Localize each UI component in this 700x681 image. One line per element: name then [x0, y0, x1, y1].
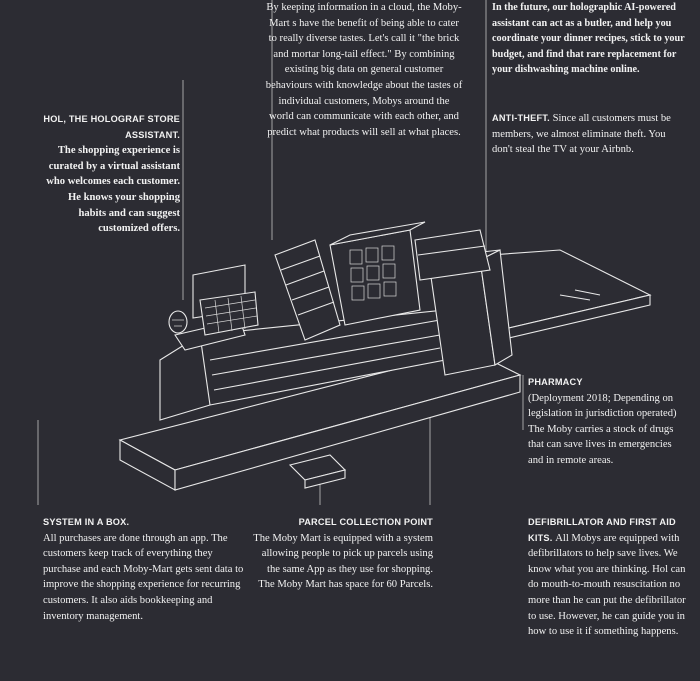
defib-block: [528, 515, 688, 640]
hologram-head: [169, 311, 187, 333]
defib-text: All Mobys are equipped with defibrillators to help save lives. We know what you are thinking. Hol can do mouth-to-mouth resuscitation no more than he can put the defibrillator to use. However, he can guide you in how to use it if something happens.: [528, 532, 686, 638]
system-block: [43, 515, 248, 624]
staircase-shelf: [275, 240, 340, 340]
anti-theft-block: [492, 111, 672, 158]
pharmacy-heading: PHARMACY: [528, 377, 583, 387]
parcel-heading: PARCEL COLLECTION POINT: [298, 517, 433, 527]
future-text: In the future, our holographic AI-powered assistant can act as a butler, and help you coordinate your dinner recipes, stick to your budget, and find that rare replacement for your dishwashing machine online.: [492, 2, 685, 76]
system-text: All purchases are done through an app. The customers keep track of everything they purchase and each Moby-Mart gets sent data to improve the shopping experience for recurring customers. It also aids bookkeeping and inventory management.: [43, 532, 244, 622]
cloud-text: By keeping information in a cloud, the Moby-Mart s have the benefit of being able to cater to really diverse tastes. Let's call it "the brick and mortar long-tail effect." By combining existing big data on general customer behaviours with knowledge about the tastes of individual customers, Mobys around the world can communicate with each other, and predict what products will sell at what places.: [265, 2, 463, 138]
pharmacy-block: [528, 375, 678, 469]
anti-theft-heading: ANTI-THEFT.: [492, 113, 553, 123]
anti-theft-text: Since all customers must be members, we almost eliminate theft. You don't steal the TV at your Airbnb.: [492, 113, 671, 156]
hol-heading: HOL, THE HOLOGRAF STORE ASSISTANT.: [43, 114, 180, 140]
parcel-block: [253, 515, 433, 593]
defib-heading: DEFIBRILLATOR AND FIRST AID KITS.: [528, 517, 676, 543]
pharmacy-text: (Deployment 2018; Depending on legislation in jurisdiction operated) The Moby carries a stock of drugs that can save lives in emergencies and in remote areas.: [528, 392, 677, 466]
cloud-text-block: [265, 0, 463, 140]
hol-text-block: [40, 112, 180, 237]
future-text-block: [492, 0, 692, 78]
parcel-locker: [330, 222, 425, 325]
parcel-text: The Moby Mart is equipped with a system allowing people to pick up parcels using the same App as they use for shopping. The Moby Mart has space for 60 Parcels.: [253, 532, 433, 591]
system-heading: SYSTEM IN A BOX.: [43, 517, 130, 527]
hol-text: The shopping experience is curated by a virtual assistant who welcomes each customer. He knows your shopping habits and can suggest customized offers.: [46, 145, 180, 235]
screens: [193, 265, 258, 335]
